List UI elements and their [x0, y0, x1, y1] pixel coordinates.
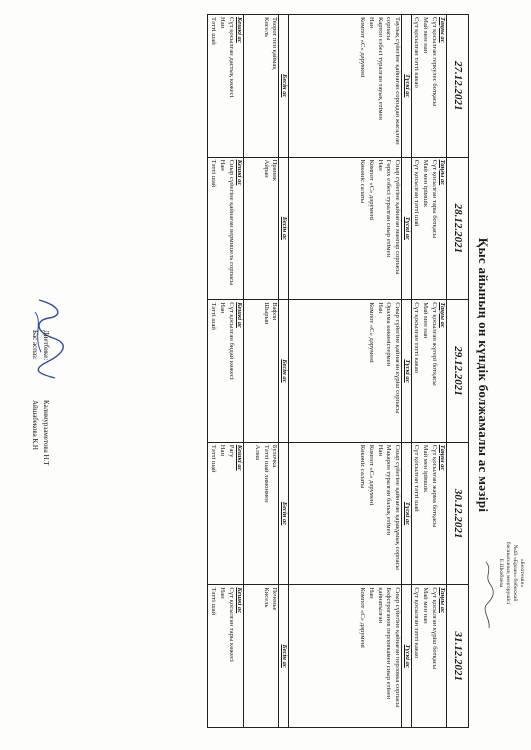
meal-cell [208, 585, 244, 728]
meal-cell [288, 585, 401, 728]
menu-item: Сиыр сүйегіне қайнаған қарақұмық сорпасы [393, 444, 401, 570]
menu-item: Сиыр сүйегіне қайнаған манпар сорпасы [393, 159, 401, 275]
menu-item: Сүт қосылған жарма ботқасы [430, 444, 438, 528]
meal-cell [208, 157, 244, 300]
meal-header: Түскі ас [401, 15, 411, 158]
signature-role: Диетбике: [42, 330, 50, 361]
meal-header: Таңғы ас [439, 159, 447, 186]
meal-cell [411, 300, 447, 443]
meal-cell [288, 157, 401, 300]
meal-header: Бесін ас [279, 157, 289, 300]
menu-item: Сүт қосылған тәтті какао [413, 302, 421, 373]
meal-cell [208, 300, 244, 443]
menu-item: Нан [218, 17, 226, 29]
meal-cell [208, 15, 244, 158]
menu-item: Тәтті шай [210, 444, 218, 473]
meal-cell [244, 585, 279, 728]
menu-item: Нан [376, 444, 384, 456]
meal-header: Бесін ас [279, 15, 289, 158]
meal-header: Бесін ас [279, 585, 289, 728]
menu-item: Тәтті шай лимонмен [262, 444, 270, 503]
day-date: 28.12.2021 [447, 157, 469, 300]
menu-item: Май мен нан [422, 302, 430, 339]
menu-item: Компот «С» дәрумені [367, 444, 375, 506]
menu-item: Айран [262, 159, 270, 178]
menu-item: Булочка [271, 444, 279, 468]
menu-item: Нан [376, 302, 384, 314]
meal-header: Кешкі ас [236, 17, 244, 43]
day-date: 30.12.2021 [447, 442, 469, 585]
day-date: 31.12.2021 [447, 585, 469, 728]
menu-item: Май мен нан [422, 587, 430, 624]
menu-item: Сүт қосылған геркулес ботқасы [430, 17, 438, 107]
menu-item: Нан [218, 587, 226, 599]
menu-item: Компот «С» дәрумені [359, 17, 367, 78]
meal-cell [411, 442, 447, 585]
menu-item: Нан [376, 159, 384, 171]
menu-item: Оралма көкөністермен [385, 302, 393, 367]
menu-item: Тәтті шай [210, 587, 218, 616]
menu-item: Сүт қосылған тәтті какао [413, 587, 421, 659]
menu-item: Нан [367, 587, 375, 599]
meal-row-dinner [208, 15, 244, 728]
meal-cell [411, 15, 447, 158]
meal-header: Кешкі ас [236, 444, 244, 471]
date-row [447, 15, 469, 728]
menu-item: Көкөніс салаты [359, 159, 367, 204]
meal-header: Таңғы ас [439, 302, 447, 328]
menu-item: Нан [218, 444, 226, 456]
menu-item: Картоп езбесі туралған тауық етімен [376, 17, 384, 120]
meal-header: Кешкі ас [236, 159, 244, 186]
approval-line: басшысының меңгерушісі [505, 541, 512, 605]
menu-item: Нан [218, 159, 226, 171]
menu-item: Печенье [271, 587, 279, 611]
menu-item: Сүт қосылған жүгері ботқасы [430, 302, 438, 386]
menu-item: Тәтті шай [210, 159, 218, 188]
meal-header: Таңғы ас [439, 587, 447, 614]
menu-item: Сүт қосылған тары көжесі [227, 587, 235, 662]
menu-item: Рагу [227, 444, 235, 458]
menu-item: Макарон туралған балық етімен [385, 444, 393, 536]
menu-item: Вафли [271, 302, 279, 321]
meal-row-lunch [288, 15, 401, 728]
meal-header: Таңғы ас [439, 17, 447, 43]
meal-cell [411, 157, 447, 300]
menu-item: Май мен ірімшік [422, 159, 430, 208]
menu-item: Гөрох езбесі туралған сиыр етімен [385, 159, 393, 258]
menu-item: Сүт қосылған тәтті шай [413, 444, 421, 512]
meal-header: Бесін ас [279, 300, 289, 443]
meal-header: Түскі ас [401, 300, 411, 443]
approval-line: №43 «Ерлан» бөбекжай [512, 544, 519, 602]
page-title: Қыс айының он күндік болжамалы ас мәзірі [476, 237, 491, 513]
menu-item: Компот «С» дәрумені [367, 159, 375, 221]
menu-item: Сүт қосылған тәтті какао [413, 17, 421, 88]
menu-item: Сүт қосылған бидай көжесі [227, 302, 235, 380]
menu-item: Май мен нан [422, 17, 430, 54]
menu-item: Тәтті шай [210, 17, 218, 45]
menu-item: Пряник [271, 159, 279, 181]
menu-item: Таулық сүйегіне қайнаған сорпадан жасалған сорпасы [385, 17, 401, 145]
meal-row-snack [244, 15, 279, 728]
menu-item: Бефстроганов перловкамен сиыр етінен қайнатылған [376, 587, 393, 700]
meal-header: Түскі ас [401, 157, 411, 300]
meal-header: Түскі ас [401, 585, 411, 728]
approval-line: Е.Шкобаева [498, 558, 505, 588]
day-date: 27.12.2021 [447, 15, 469, 158]
menu-item: Май мен ірімшік [422, 444, 430, 493]
menu-item: Сиыр сүйегіне қайнаған вермишель сорпасы [227, 159, 235, 286]
signature-role: Бас аспаз: [31, 330, 40, 360]
meal-header-row [401, 15, 411, 728]
menu-item: Сүт қосылған дастық көжесі [227, 17, 235, 98]
meal-cell [288, 300, 401, 443]
menu-item: Шырын [262, 302, 270, 325]
menu-item: Творог пен қаймақ [271, 17, 279, 70]
meal-cell [244, 300, 279, 443]
signature-row [41, 330, 52, 466]
menu-item: Алма [253, 444, 261, 460]
approval-stamp [497, 468, 525, 678]
meal-cell [244, 157, 279, 300]
meal-cell [244, 15, 279, 158]
meal-header-row [279, 15, 289, 728]
meal-header: Кешкі ас [236, 587, 244, 614]
menu-item: Сиыр сүйегіне қайнаған перловка сорпасы [393, 587, 401, 708]
menu-item: Нан [218, 302, 226, 314]
menu-item: Кисель [262, 587, 270, 608]
meal-cell [288, 442, 401, 585]
menu-item: Нан [367, 17, 375, 29]
meal-row-breakfast [411, 15, 447, 728]
signatures [30, 330, 51, 466]
meal-cell [411, 585, 447, 728]
signature-name: Калимурзаметова Н.Т [42, 400, 50, 466]
meal-header: Таңғы ас [439, 444, 447, 471]
menu-item: Сүт қосылған тәтті шай [413, 159, 421, 227]
meal-cell [208, 442, 244, 585]
meal-header: Кешкі ас [236, 302, 244, 328]
menu-item: Көкөніс салаты [359, 444, 367, 489]
meal-header: Түскі ас [401, 442, 411, 585]
menu-item: Сүт қосылған тары ботқасы [430, 159, 438, 239]
menu-item: Компот «С» дәрумені [367, 302, 375, 363]
menu-table [207, 14, 469, 728]
approval-line: «Бекітемін» [519, 558, 525, 588]
menu-item: Сиыр сүйегіне қайнаған күріш сорпасы [393, 302, 401, 414]
menu-item: Кисель [262, 17, 270, 38]
signature-row [30, 330, 41, 466]
meal-cell [288, 15, 401, 158]
menu-item: Компот «С» дәрумені [359, 587, 367, 648]
signature-name: Айшабекова К.Н [31, 400, 40, 450]
meal-cell [244, 442, 279, 585]
meal-header: Бесін ас [279, 442, 289, 585]
menu-item: Сүт қосылған күріш ботқасы [430, 587, 438, 670]
day-date: 29.12.2021 [447, 300, 469, 443]
menu-item: Тәтті шай [210, 302, 218, 330]
